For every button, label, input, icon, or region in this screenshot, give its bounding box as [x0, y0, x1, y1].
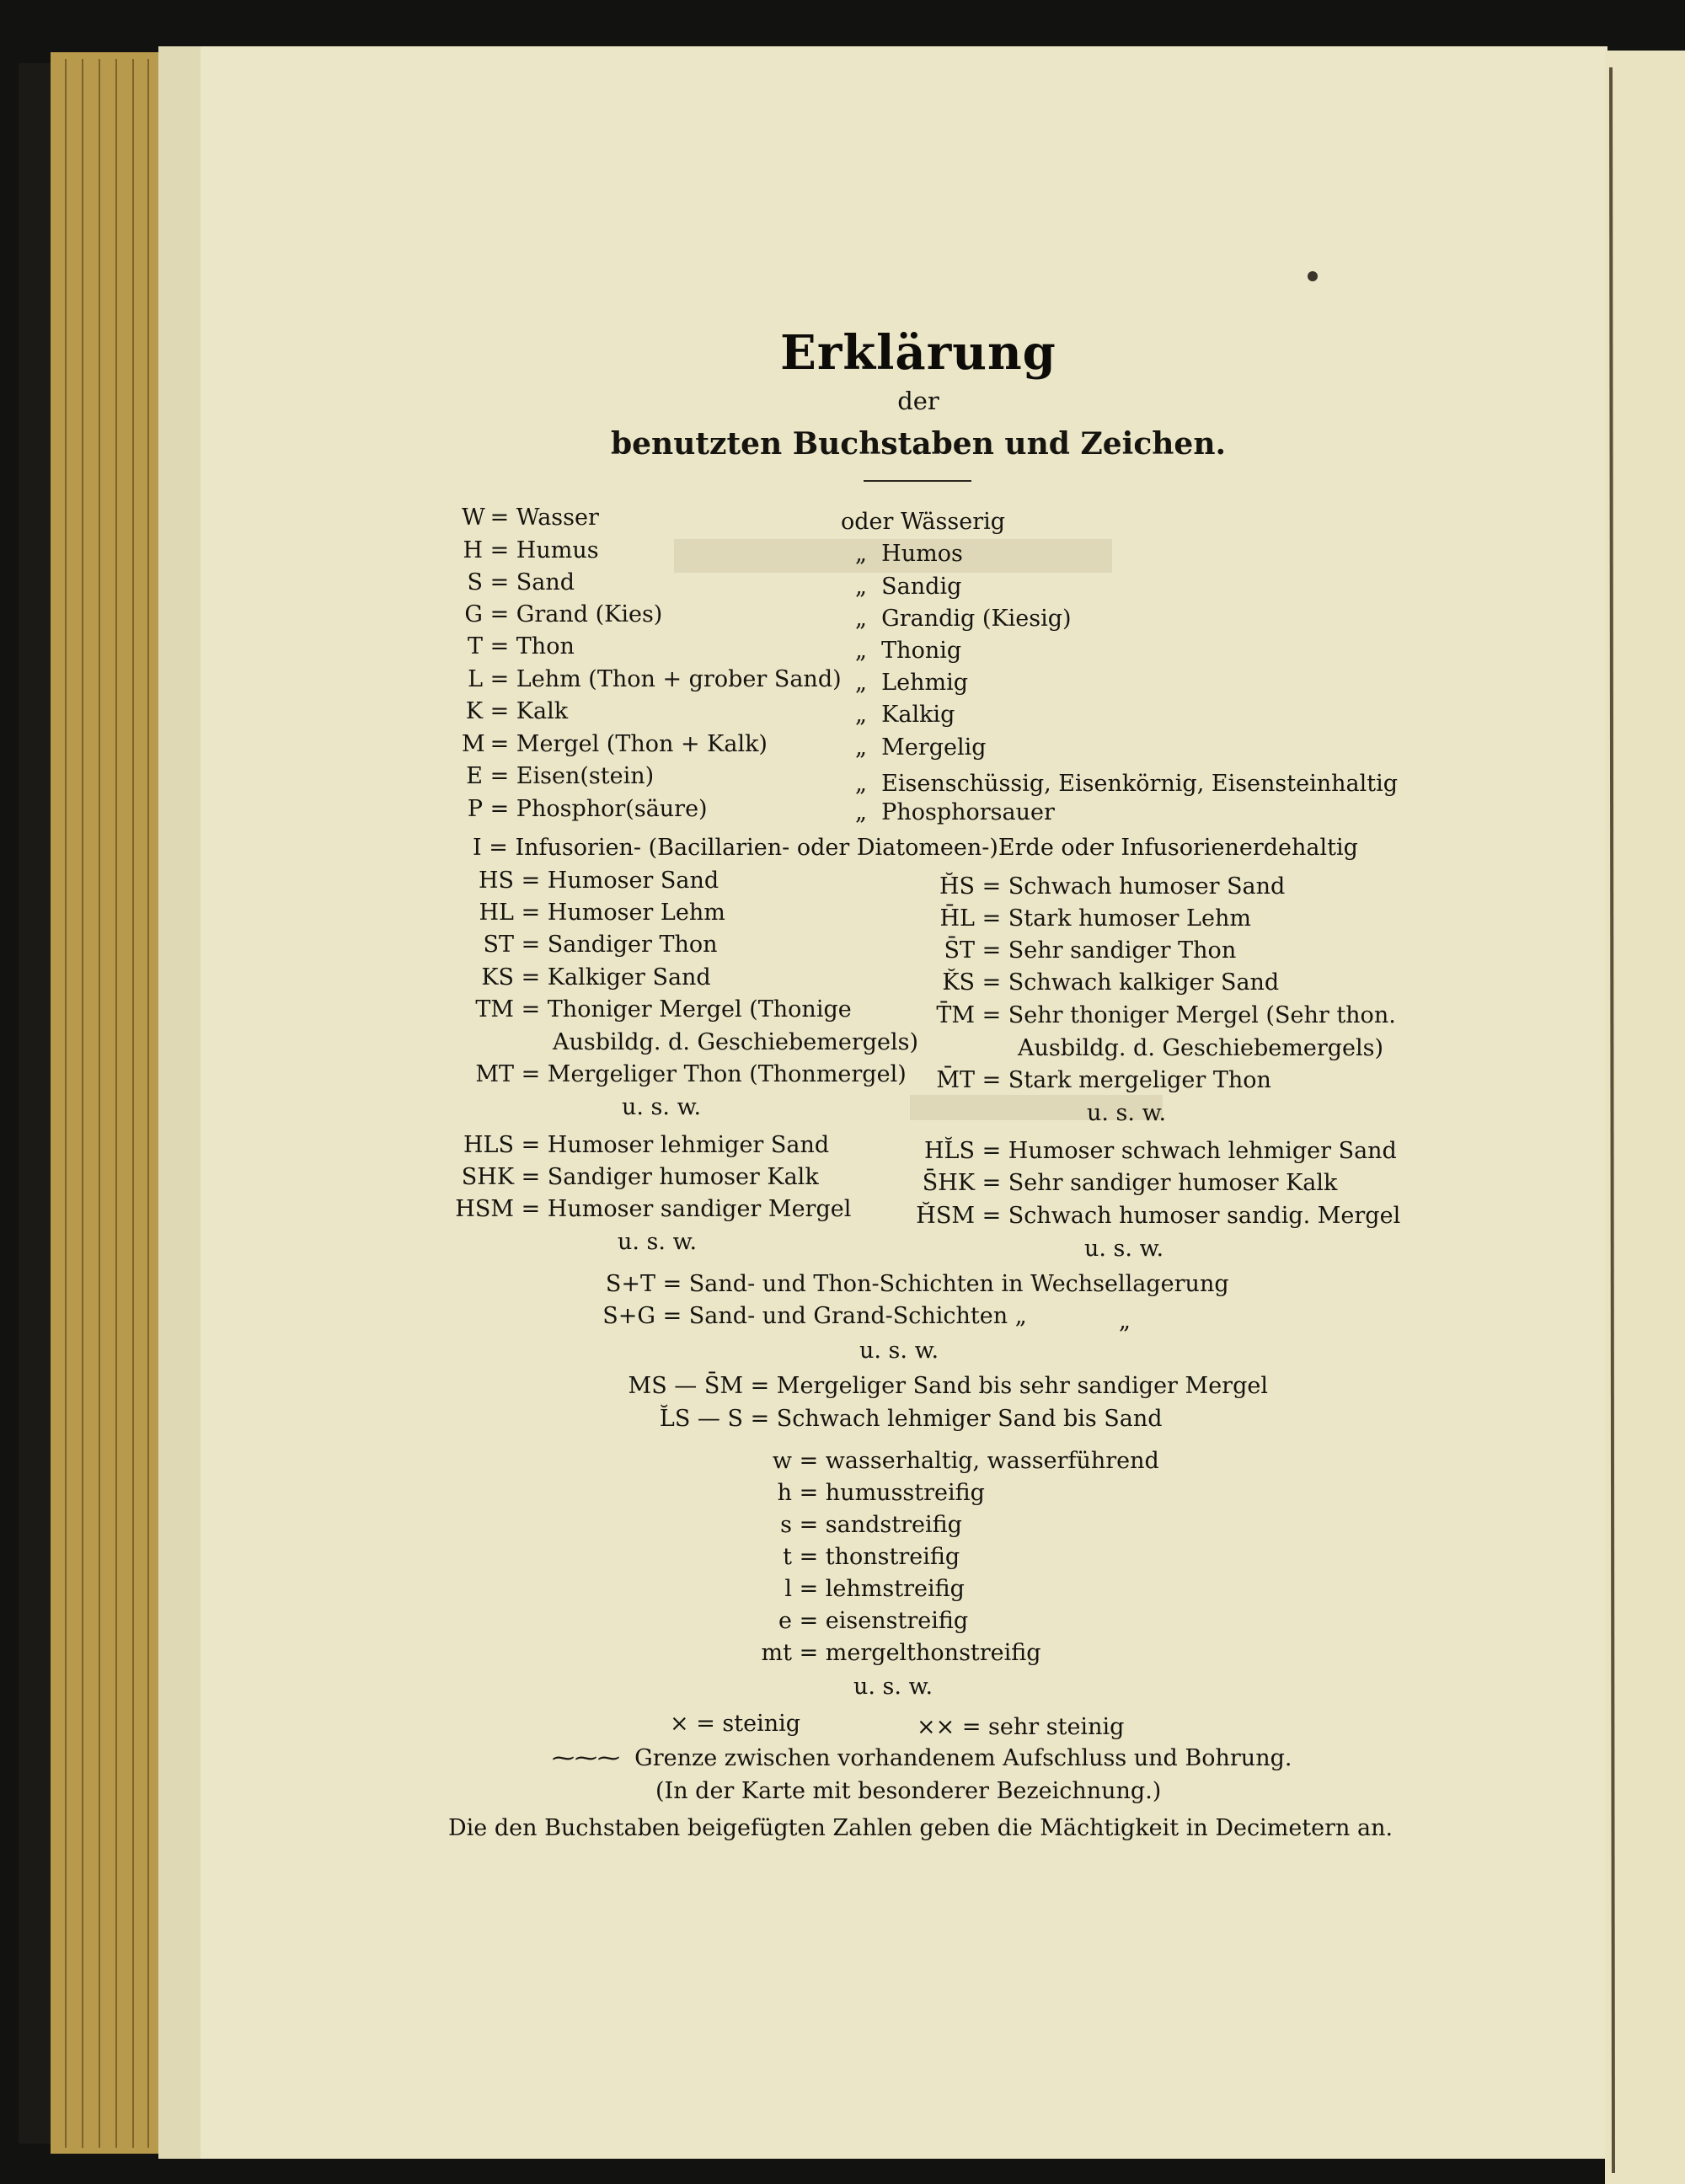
pair-left-row: KS = Kalkiger Sand [481, 964, 711, 991]
basic-symbol-row: T = Thon [467, 633, 575, 659]
basic-symbol-row: E = Eisen(stein) [466, 763, 655, 789]
boundary-line: ⁓⁓⁓ Grenze zwischen vorhandenem Aufschluss und Bohrung. [552, 1745, 1292, 1771]
modifier-row: w = wasserhaltig, wasserführend [772, 1448, 1159, 1474]
basic-symbol-row: H = Humus [463, 537, 599, 563]
pair-right-row: S̄T = Sehr sandiger Thon [944, 937, 1237, 964]
pair-left-row: Ausbildg. d. Geschiebemergels) [553, 1029, 919, 1055]
usw-label: u. s. w. [1084, 1236, 1164, 1262]
usw-label: u. s. w. [618, 1229, 698, 1255]
usw-label: u. s. w. [859, 1338, 939, 1364]
title-divider [864, 480, 971, 482]
pair-right-row: Ausbildg. d. Geschiebemergels) [1018, 1035, 1384, 1061]
pair-left-row: MT = Mergeliger Thon (Thonmergel) [475, 1061, 907, 1087]
usw-label: u. s. w. [853, 1674, 933, 1700]
triple-right-row: HL̆S = Humoser schwach lehmiger Sand [924, 1138, 1397, 1164]
triple-left-row: HLS = Humoser lehmiger Sand [463, 1132, 830, 1158]
modifier-row: l = lehmstreifig [784, 1576, 965, 1602]
usw-label: u. s. w. [1087, 1100, 1167, 1126]
modifier-row: s = sandstreifig [780, 1512, 962, 1538]
pair-left-row: HS = Humoser Sand [478, 868, 719, 894]
basic-symbol-row: K = Kalk [465, 698, 569, 724]
subtitle-der: der [897, 387, 939, 415]
modifier-row: h = humusstreifig [777, 1480, 985, 1506]
pair-right-row: K̆S = Schwach kalkiger Sand [942, 969, 1280, 996]
pair-left-row: TM = Thoniger Mergel (Thonige [475, 996, 852, 1023]
boundary-wave-icon: ⁓⁓⁓ [552, 1745, 620, 1771]
basic-symbol-row: L = Lehm (Thon + grober Sand) [468, 666, 842, 692]
pair-right-row: H̆S = Schwach humoser Sand [939, 873, 1286, 900]
basic-symbol-row: G = Grand (Kies) [464, 601, 663, 627]
modifier-row: mt = mergelthonstreifig [761, 1640, 1041, 1666]
basic-symbol-row: M = Mergel (Thon + Kalk) [462, 731, 768, 757]
basic-symbol-row: W = Wasser [462, 505, 599, 531]
alternation-row: S+T = Sand- und Thon-Schichten in Wechsellagerung [605, 1271, 1229, 1297]
subtitle-main: benutzten Buchstaben und Zeichen. [610, 426, 1227, 462]
pair-right-row: H̄L = Stark humoser Lehm [939, 905, 1251, 932]
triple-right-row: S̄HK = Sehr sandiger humoser Kalk [922, 1170, 1338, 1196]
transition-row: L̆S — S = Schwach lehmiger Sand bis Sand [659, 1406, 1163, 1432]
pair-left-row: HL = Humoser Lehm [479, 900, 725, 926]
alternation-row: S+G = Sand- und Grand-Schichten „ [602, 1303, 1027, 1329]
pair-right-row: T̄M = Sehr thoniger Mergel (Sehr thon. [936, 1002, 1396, 1028]
modifier-row: t = thonstreifig [783, 1544, 960, 1570]
ditto-mark: „ [1119, 1308, 1131, 1334]
basic-symbol-row: S = Sand [467, 569, 575, 595]
basic-symbol-row: P = Phosphor(säure) [467, 796, 708, 822]
triple-right-row: H̆SM = Schwach humoser sandig. Mergel [916, 1203, 1401, 1229]
usw-label: u. s. w. [622, 1094, 702, 1120]
stone-symbol-double: ×× = sehr steinig [917, 1714, 1125, 1740]
page-title: Erklärung [780, 325, 1056, 381]
map-note: (In der Karte mit besonderer Bezeichnung.) [655, 1778, 1162, 1804]
pair-left-row: ST = Sandiger Thon [483, 932, 718, 958]
transition-row: MS — S̄M = Mergeliger Sand bis sehr sandiger Mergel [628, 1373, 1268, 1399]
stone-symbol-single: × = steinig [670, 1711, 801, 1737]
footer-note: Die den Buchstaben beigefügten Zahlen geben die Mächtigkeit in Decimetern an. [448, 1815, 1393, 1841]
triple-left-row: HSM = Humoser sandiger Mergel [455, 1196, 852, 1222]
pair-right-row: M̄T = Stark mergeliger Thon [936, 1067, 1271, 1093]
modifier-row: e = eisenstreifig [778, 1608, 969, 1634]
triple-left-row: SHK = Sandiger humoser Kalk [461, 1164, 819, 1190]
infusorien-line: I = Infusorien- (Bacillarien- oder Diatomeen-)Erde oder Infusorienerdehaltig [473, 835, 1358, 861]
